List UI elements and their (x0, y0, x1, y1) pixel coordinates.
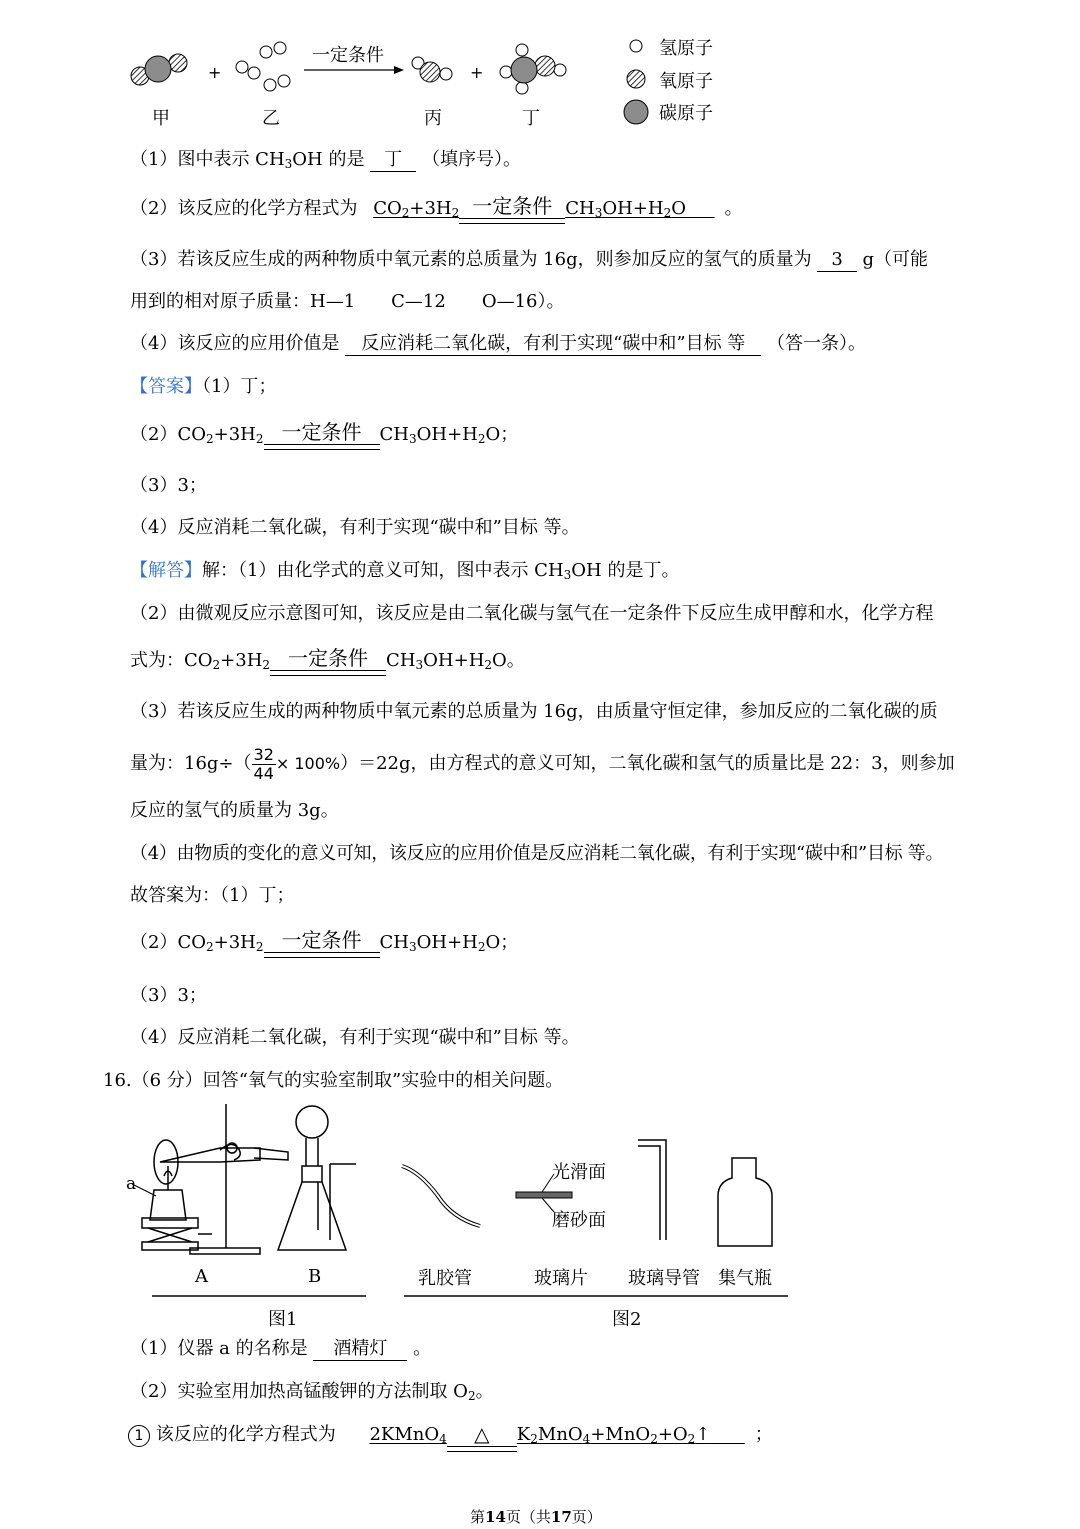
solution-line11: （4）反应消耗二氧化碳，有利于实现“碳中和”目标 等。 (130, 1027, 580, 1048)
q16-equation: 2KMnO$_4$ △ $K_2MnO_4+MnO_2+O_2↑$ (355, 1424, 744, 1445)
q16-part2-sub1: 1 该反应的化学方程式为 2KMnO$_4$ △ $K_2MnO_4+MnO_2+O_2↑$ ； (128, 1418, 773, 1452)
q15-part3-line2: 用到的相对原子质量：H—1 C—12 O—16）。 (130, 291, 565, 312)
answer-tag: 【答案】 (130, 376, 202, 397)
gas-bottle (718, 1158, 772, 1246)
q15-part1-answer: 丁 (370, 149, 416, 172)
circled-number: 1 (128, 1425, 150, 1447)
fig2-caption: 图2 (612, 1309, 642, 1330)
label-ding: 丁 (522, 108, 540, 129)
answer-line4: （4）反应消耗二氧化碳，有利于实现“碳中和”目标 等。 (130, 517, 580, 538)
answer-line3: （3）3； (130, 475, 207, 496)
latex-tube (402, 1166, 480, 1226)
answer-line1: 【答案】（1）丁； (130, 376, 277, 397)
q16-part2: （2）实验室用加热高锰酸钾的方法制取 $O_2$。 (130, 1381, 494, 1403)
fig-label-gas-bottle: 集气瓶 (718, 1268, 772, 1289)
legend-carbon-icon (624, 100, 648, 124)
q15-part3-line1: （3）若该反应生成的两种物质中氧元素的总质量为 16g，则参加反应的氢气的质量为 3 g（可能 (130, 249, 929, 270)
solution-line5: 量为：16g÷（ $\frac{32}{44}$ × 100%）＝22g，由方程式的意义可知，二氧化碳和氢气的质量比是 22：3，则参加 (130, 744, 955, 783)
fig-label-B: B (308, 1266, 322, 1287)
legend-carbon-label: 碳原子 (659, 103, 713, 124)
q15-part3-answer: 3 (817, 249, 856, 272)
plus-sign-1: + (208, 63, 222, 82)
label-yi: 乙 (262, 108, 280, 129)
solution-line9: $(2)CO_2+3H_2$ 一定条件 $CH_3OH+H_2O$； (130, 928, 518, 958)
molecule-yi (236, 42, 290, 91)
glass-plate (516, 1192, 572, 1198)
solution-line4: （3）若该反应生成的两种物质中氧元素的总质量为 16g，由质量守恒定律，参加反应的二氧化碳的质 (130, 701, 938, 722)
apparatus-a (132, 1104, 288, 1254)
lab-apparatus-figure (120, 1100, 800, 1290)
solution-tag: 【解答】 (130, 560, 202, 581)
legend-oxygen-label: 氧原子 (659, 71, 713, 92)
solution-line7: （4）由物质的变化的意义可知，该反应的应用价值是反应消耗二氧化碳，有利于实现“碳中和”目标 等。 (130, 843, 944, 864)
arrow-label: 一定条件 (312, 45, 384, 66)
glass-tube (638, 1140, 666, 1240)
solution-line8: 故答案为：（1）丁； (130, 885, 295, 906)
fraction: $\frac{32}{44}$ (253, 744, 274, 783)
fig-label-a: a (126, 1174, 137, 1194)
glass-smooth-label: 光滑面 (552, 1162, 606, 1183)
fig-label-A: A (195, 1266, 208, 1287)
fig-label-glass-tube: 玻璃导管 (628, 1268, 700, 1289)
molecule-jia (131, 54, 187, 85)
legend-oxygen-icon (627, 70, 645, 88)
page-number: 14 (485, 1508, 506, 1526)
molecule-ding (500, 44, 566, 94)
solution-line2: （2）由微观反应示意图可知，该反应是由二氧化碳与氢气在一定条件下反应生成甲醇和水，化学方程 (130, 603, 934, 624)
q15-part4-answer: 反应消耗二氧化碳，有利于实现“碳中和”目标 等 (345, 333, 761, 356)
molecule-bing (412, 57, 452, 82)
q16-title: 16.（6 分）回答“氧气的实验室制取”实验中的相关问题。 (103, 1070, 564, 1091)
legend (624, 40, 648, 124)
q15-part1: （1）图中表示 $CH_3OH$ 的是 丁 （填序号）。 (130, 149, 521, 171)
solution-line3: 式为：$CO_2+3H_2$ 一定条件 $CH_3OH+H_2O$。 (130, 646, 525, 676)
label-bing: 丙 (424, 108, 442, 129)
legend-hydrogen-label: 氢原子 (659, 38, 713, 59)
solution-line1: 【解答】解：（1）由化学式的意义可知，图中表示 $CH_3OH$ 的是丁。 (130, 560, 680, 582)
solution-line6: 反应的氢气的质量为 3g。 (130, 800, 339, 821)
q16-part1: （1）仪器 a 的名称是 酒精灯 。 (130, 1338, 432, 1359)
glass-rough-label: 磨砂面 (552, 1210, 606, 1231)
q15-part2: （2）该反应的化学方程式为 $CO_2+3H_2$ 一定条件 $CH_3OH+H_2O$ 。 (130, 194, 743, 224)
fig-label-latex-tube: 乳胶管 (418, 1268, 472, 1289)
solution-line10: （3）3； (130, 985, 207, 1006)
label-jia: 甲 (152, 108, 170, 129)
page-total: 17 (550, 1508, 572, 1526)
q16-part1-answer: 酒精灯 (313, 1338, 407, 1361)
plus-sign-2: + (470, 63, 484, 82)
legend-hydrogen-icon (630, 40, 642, 52)
fig1-caption: 图1 (268, 1309, 298, 1330)
answer-line2: $(2)CO_2+3H_2$ 一定条件 $CH_3OH+H_2O$； (130, 420, 518, 450)
apparatus-b (278, 1106, 356, 1250)
q15-part2-equation: $CO_2+3H_2$ 一定条件 $CH_3OH+H_2O$ (373, 198, 714, 219)
fig-label-glass-plate: 玻璃片 (534, 1268, 588, 1289)
q15-part4: （4）该反应的应用价值是 反应消耗二氧化碳，有利于实现“碳中和”目标 等 （答一条）。 (130, 333, 867, 354)
page-footer: 第14页（共17页） (470, 1508, 602, 1526)
